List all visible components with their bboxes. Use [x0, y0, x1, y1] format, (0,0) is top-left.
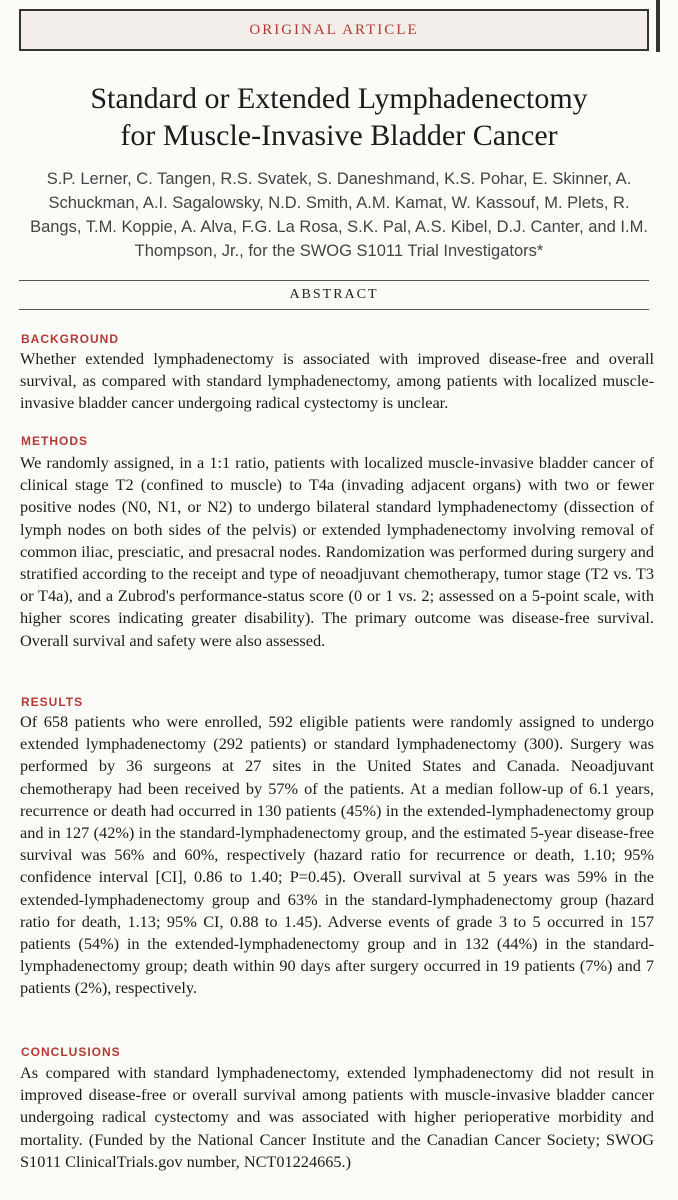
results-heading: RESULTS [21, 695, 84, 709]
article-title [0, 80, 678, 154]
abstract-label: ABSTRACT [289, 287, 379, 302]
article-type-banner [19, 9, 649, 51]
background-text: Whether extended lymphadenectomy is associated with improved disease-free and overall survival, as compared with standard lymphadenectomy, among patients with localized muscle-invasive bladder cancer undergoing radical cystectomy is unclear. [20, 349, 654, 413]
author-list: S.P. Lerner, C. Tangen, R.S. Svatek, S. Daneshmand, K.S. Pohar, E. Skinner, A. Schuckman, A.I. Sagalowsky, N.D. Smith, A.M. Kamat, W. Kassouf, M. Plets, R. Bangs, T.M. Koppie, A. Alva, F.G. La Rosa, S.K. Pal, A.S. Kibel, D.J. Canter, and I.M. Thompson, Jr., for the SWOG S1011 Trial Investigators* [30, 170, 648, 260]
title-line-2: for Muscle-Invasive Bladder Cancer [120, 119, 558, 152]
conclusions-heading: CONCLUSIONS [21, 1045, 121, 1059]
conclusions-text: As compared with standard lymphadenectomy, extended lymphadenectomy did not result in improved disease-free or overall survival among patients with muscle-invasive bladder cancer undergoing radical cystectomy and was associated with higher perioperative morbidity and mortality. (Funded by the National Cancer Institute and the Canadian Cancer Society; SWOG S1011 ClinicalTrials.gov number, NCT01224665.) [20, 1063, 654, 1171]
banner-edge-rule [656, 0, 660, 52]
abstract-header [19, 280, 649, 310]
background-heading: BACKGROUND [21, 332, 119, 346]
results-text: Of 658 patients who were enrolled, 592 eligible patients were randomly assigned to undergo extended lymphadenectomy (292 patients) or standard lymphadenectomy (300). Surgery was performed by 36 surgeons at 27 sites in the United States and Canada. Neoadjuvant chemotherapy had been received by 57% of the patients. At a median follow-up of 6.1 years, recurrence or death had occurred in 130 patients (45%) in the extended-lymphadenectomy group and in 127 (42%) in the standard-lymphadenectomy group, and the estimated 5-year disease-free survival was 56% and 60%, respectively (hazard ratio for recurrence or death, 1.10; 95% confidence interval [CI], 0.86 to 1.40; P=0.45). Overall survival at 5 years was 59% in the extended-lymphadenectomy group and 63% in the standard-lymphadenectomy group (hazard ratio for death, 1.13; 95% CI, 0.88 to 1.45). Adverse events of grade 3 to 5 occurred in 157 patients (54%) in the extended-lymphadenectomy group and in 132 (44%) in the standard-lymphadenectomy group; death within 90 days after surgery occurred in 19 patients (7%) and 7 patients (2%), respectively. [20, 712, 654, 998]
article-type-label: ORIGINAL ARTICLE [249, 21, 419, 38]
methods-heading: METHODS [21, 434, 88, 448]
methods-text: We randomly assigned, in a 1:1 ratio, patients with localized muscle-invasive bladder cancer of clinical stage T2 (confined to muscle) to T4a (invading adjacent organs) with two or fewer positive nodes (N0, N1, or N2) to undergo bilateral standard lymphadenectomy (dissection of lymph nodes on both sides of the pelvis) or extended lymphadenectomy involving removal of common iliac, presciatic, and presacral nodes. Randomization was performed during surgery and stratified according to the receipt and type of neoadjuvant chemotherapy, tumor stage (T2 vs. T3 or T4a), and a Zubrod's performance-status score (0 or 1 vs. 2; assessed on a 5-point scale, with higher scores indicating greater disability). The primary outcome was disease-free survival. Overall survival and safety were also assessed. [20, 453, 654, 650]
title-line-1: Standard or Extended Lymphadenectomy [90, 82, 588, 115]
